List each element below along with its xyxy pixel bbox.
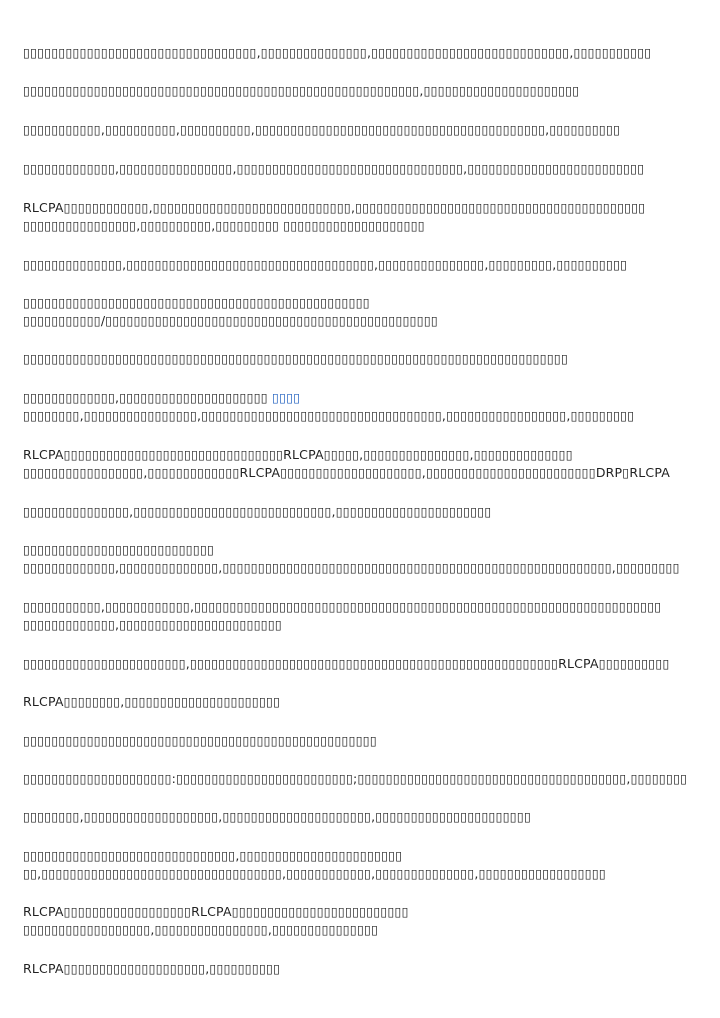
text-line: ▯▯▯▯▯▯▯▯▯▯▯▯▯,▯▯▯▯▯▯▯▯▯▯▯▯▯▯▯▯▯▯▯▯▯ [23,390,273,405]
text-line: ▯▯▯▯▯▯▯▯▯▯▯▯▯▯▯▯▯,▯▯▯▯▯▯▯▯▯▯▯▯▯RLCPA▯▯▯▯▯▯▯▯▯▯▯▯▯▯▯▯▯▯▯▯,▯▯▯▯▯▯▯▯▯▯▯▯▯▯▯▯▯▯▯▯▯▯▯▯DRP▯RLCPA [23,465,671,480]
text-line: ▯▯▯▯▯▯▯▯▯▯▯▯▯▯▯▯▯▯▯▯▯▯▯▯▯▯▯▯▯▯▯▯▯▯▯▯▯▯▯▯▯▯▯▯▯▯▯▯▯▯ [23,733,377,748]
text-line: ▯▯,▯▯▯▯▯▯▯▯▯▯▯▯▯▯▯▯▯▯▯▯▯▯▯▯▯▯▯▯▯▯▯▯▯▯,▯▯▯▯▯▯▯▯▯▯▯▯,▯▯▯▯▯▯▯▯▯▯▯▯▯▯,▯▯▯▯▯▯▯▯▯▯▯▯▯▯▯▯▯▯ [23,866,606,881]
paragraph-11 [23,503,491,521]
paragraph-4 [23,160,644,178]
text-line: ▯▯▯▯▯▯▯▯▯▯▯▯▯▯▯,▯▯▯▯▯▯▯▯▯▯▯▯▯▯▯▯▯▯▯▯▯▯▯▯▯▯▯▯,▯▯▯▯▯▯▯▯▯▯▯▯▯▯▯▯▯▯▯▯▯▯ [23,504,492,519]
paragraph-14 [23,655,670,673]
paragraph-1 [23,44,651,62]
text-line: ▯▯▯▯▯▯▯▯▯▯▯▯▯▯▯▯▯▯,▯▯▯▯▯▯▯▯▯▯▯▯▯▯▯▯,▯▯▯▯▯▯▯▯▯▯▯▯▯▯▯ [23,922,379,937]
text-line: ▯▯▯▯▯▯▯▯▯▯▯▯▯▯▯▯,▯▯▯▯▯▯▯▯▯▯,▯▯▯▯▯▯▯▯▯ ▯▯▯▯▯▯▯▯▯▯▯▯▯▯▯▯▯▯▯▯ [23,218,425,233]
text-line: RLCPA▯▯▯▯▯▯▯▯,▯▯▯▯▯▯▯▯▯▯▯▯▯▯▯▯▯▯▯▯▯▯ [23,694,281,709]
paragraph-10 [23,446,670,482]
text-line: ▯▯▯▯▯▯▯▯▯▯▯▯▯▯▯▯▯▯▯▯▯▯▯▯▯▯▯ [23,542,215,557]
text-line: ▯▯▯▯▯▯▯▯,▯▯▯▯▯▯▯▯▯▯▯▯▯▯▯▯▯▯▯,▯▯▯▯▯▯▯▯▯▯▯▯▯▯▯▯▯▯▯▯▯,▯▯▯▯▯▯▯▯▯▯▯▯▯▯▯▯▯▯▯▯▯▯ [23,809,532,824]
text-line: ▯▯▯▯▯▯▯▯▯▯▯▯▯,▯▯▯▯▯▯▯▯▯▯▯▯▯▯▯▯,▯▯▯▯▯▯▯▯▯▯▯▯▯▯▯▯▯▯▯▯▯▯▯▯▯▯▯▯▯▯▯▯,▯▯▯▯▯▯▯▯▯▯▯▯▯▯▯▯▯▯▯▯▯▯▯▯▯ [23,161,645,176]
text-line: ▯▯▯▯▯▯▯▯▯▯▯▯▯▯▯▯▯▯▯▯▯:▯▯▯▯▯▯▯▯▯▯▯▯▯▯▯▯▯▯▯▯▯▯▯▯▯;▯▯▯▯▯▯▯▯▯▯▯▯▯▯▯▯▯▯▯▯▯▯▯▯▯▯▯▯▯▯▯▯▯▯▯▯▯▯,▯▯▯▯▯▯▯▯ [23,771,688,786]
text-line-with-link [23,389,634,407]
text-line: ▯▯▯▯▯▯▯▯▯▯▯,▯▯▯▯▯▯▯▯▯▯,▯▯▯▯▯▯▯▯▯▯,▯▯▯▯▯▯▯▯▯▯▯▯▯▯▯▯▯▯▯▯▯▯▯▯▯▯▯▯▯▯▯▯▯▯▯▯▯▯▯▯▯,▯▯▯▯▯▯▯▯▯▯ [23,122,621,137]
paragraph-7 [23,294,438,330]
inline-link[interactable]: ▯▯▯▯ [272,390,301,405]
text-line: RLCPA▯▯▯▯▯▯▯▯▯▯▯▯▯▯▯▯▯▯▯▯▯▯▯▯▯▯▯▯▯▯▯RLCPA▯▯▯▯▯,▯▯▯▯▯▯▯▯▯▯▯▯▯▯▯,▯▯▯▯▯▯▯▯▯▯▯▯▯▯ [23,447,573,462]
paragraph-12 [23,541,680,577]
text-line: ▯▯▯▯▯▯▯▯▯▯▯▯▯,▯▯▯▯▯▯▯▯▯▯▯▯▯▯▯▯▯▯▯▯▯▯▯ [23,617,283,632]
paragraph-21 [23,960,280,978]
paragraph-3 [23,121,620,139]
text-line: RLCPA▯▯▯▯▯▯▯▯▯▯▯▯▯▯▯▯▯▯▯▯,▯▯▯▯▯▯▯▯▯▯ [23,961,281,976]
text-line: ▯▯▯▯▯▯▯▯▯▯▯▯▯,▯▯▯▯▯▯▯▯▯▯▯▯▯▯,▯▯▯▯▯▯▯▯▯▯▯▯▯▯▯▯▯▯▯▯▯▯▯▯▯▯▯▯▯▯▯▯▯▯▯▯▯▯▯▯▯▯▯▯▯▯▯▯▯▯▯▯▯▯▯,▯▯▯▯▯▯▯▯▯ [23,560,680,575]
paragraph-5 [23,199,645,235]
paragraph-17 [23,770,687,788]
paragraph-6 [23,256,627,274]
paragraph-8 [23,350,568,368]
paragraph-9 [23,389,634,425]
text-line: RLCPA▯▯▯▯▯▯▯▯▯▯▯▯,▯▯▯▯▯▯▯▯▯▯▯▯▯▯▯▯▯▯▯▯▯▯▯▯▯▯▯▯,▯▯▯▯▯▯▯▯▯▯▯▯▯▯▯▯▯▯▯▯▯▯▯▯▯▯▯▯▯▯▯▯▯▯▯▯▯▯▯▯▯ [23,200,646,215]
text-line: ▯▯▯▯▯▯▯▯▯▯▯,▯▯▯▯▯▯▯▯▯▯▯▯,▯▯▯▯▯▯▯▯▯▯▯▯▯▯▯▯▯▯▯▯▯▯▯▯▯▯▯▯▯▯▯▯▯▯▯▯▯▯▯▯▯▯▯▯▯▯▯▯▯▯▯▯▯▯▯▯▯▯▯▯▯▯▯▯▯▯ [23,599,662,614]
paragraph-16 [23,732,377,750]
text-line: ▯▯▯▯▯▯▯▯▯▯▯▯▯▯▯▯▯▯▯▯▯▯▯▯▯▯▯▯▯▯▯▯▯▯▯▯▯▯▯▯▯▯▯▯▯▯▯▯▯▯▯▯▯▯▯▯,▯▯▯▯▯▯▯▯▯▯▯▯▯▯▯▯▯▯▯▯▯▯ [23,83,580,98]
text-line: ▯▯▯▯▯▯▯▯▯▯▯▯▯▯▯▯▯▯▯▯▯▯▯▯▯▯▯▯▯▯▯▯▯▯▯▯▯▯▯▯▯▯▯▯▯▯▯▯▯▯▯▯▯▯▯▯▯▯▯▯▯▯▯▯▯▯▯▯▯▯▯▯▯▯▯▯▯ [23,351,569,366]
paragraph-13 [23,598,661,634]
paragraph-15 [23,693,280,711]
text-line: ▯▯▯▯▯▯▯▯▯▯▯▯▯▯▯▯▯▯▯▯▯▯▯,▯▯▯▯▯▯▯▯▯▯▯▯▯▯▯▯▯▯▯▯▯▯▯▯▯▯▯▯▯▯▯▯▯▯▯▯▯▯▯▯▯▯▯▯▯▯▯▯▯▯▯▯RLCPA▯▯▯▯▯▯▯▯▯▯ [23,656,670,671]
paragraph-2 [23,82,579,100]
paragraph-20 [23,903,409,939]
text-line: RLCPA▯▯▯▯▯▯▯▯▯▯▯▯▯▯▯▯▯▯RLCPA▯▯▯▯▯▯▯▯▯▯▯▯▯▯▯▯▯▯▯▯▯▯▯▯▯ [23,904,409,919]
text-line: ▯▯▯▯▯▯▯▯,▯▯▯▯▯▯▯▯▯▯▯▯▯▯▯▯,▯▯▯▯▯▯▯▯▯▯▯▯▯▯▯▯▯▯▯▯▯▯▯▯▯▯▯▯▯▯▯▯▯▯,▯▯▯▯▯▯▯▯▯▯▯▯▯▯▯▯▯,▯▯▯▯▯▯▯▯▯ [23,408,635,423]
text-line: ▯▯▯▯▯▯▯▯▯▯▯▯▯▯▯▯▯▯▯▯▯▯▯▯▯▯▯▯▯▯,▯▯▯▯▯▯▯▯▯▯▯▯▯▯▯▯▯▯▯▯▯▯▯ [23,848,403,863]
text-line: ▯▯▯▯▯▯▯▯▯▯▯▯▯▯▯▯▯▯▯▯▯▯▯▯▯▯▯▯▯▯▯▯▯,▯▯▯▯▯▯▯▯▯▯▯▯▯▯▯,▯▯▯▯▯▯▯▯▯▯▯▯▯▯▯▯▯▯▯▯▯▯▯▯▯▯▯▯,▯▯▯▯▯▯▯▯▯▯▯ [23,45,652,60]
text-line: ▯▯▯▯▯▯▯▯▯▯▯/▯▯▯▯▯▯▯▯▯▯▯▯▯▯▯▯▯▯▯▯▯▯▯▯▯▯▯▯▯▯▯▯▯▯▯▯▯▯▯▯▯▯▯▯▯▯▯ [23,313,438,328]
text-line: ▯▯▯▯▯▯▯▯▯▯▯▯▯▯,▯▯▯▯▯▯▯▯▯▯▯▯▯▯▯▯▯▯▯▯▯▯▯▯▯▯▯▯▯▯▯▯▯▯▯,▯▯▯▯▯▯▯▯▯▯▯▯▯▯▯,▯▯▯▯▯▯▯▯▯,▯▯▯▯▯▯▯▯▯▯ [23,257,628,272]
paragraph-18 [23,808,531,826]
text-line: ▯▯▯▯▯▯▯▯▯▯▯▯▯▯▯▯▯▯▯▯▯▯▯▯▯▯▯▯▯▯▯▯▯▯▯▯▯▯▯▯▯▯▯▯▯▯▯▯▯ [23,295,370,310]
document-page [23,0,720,1018]
paragraph-19 [23,847,606,883]
